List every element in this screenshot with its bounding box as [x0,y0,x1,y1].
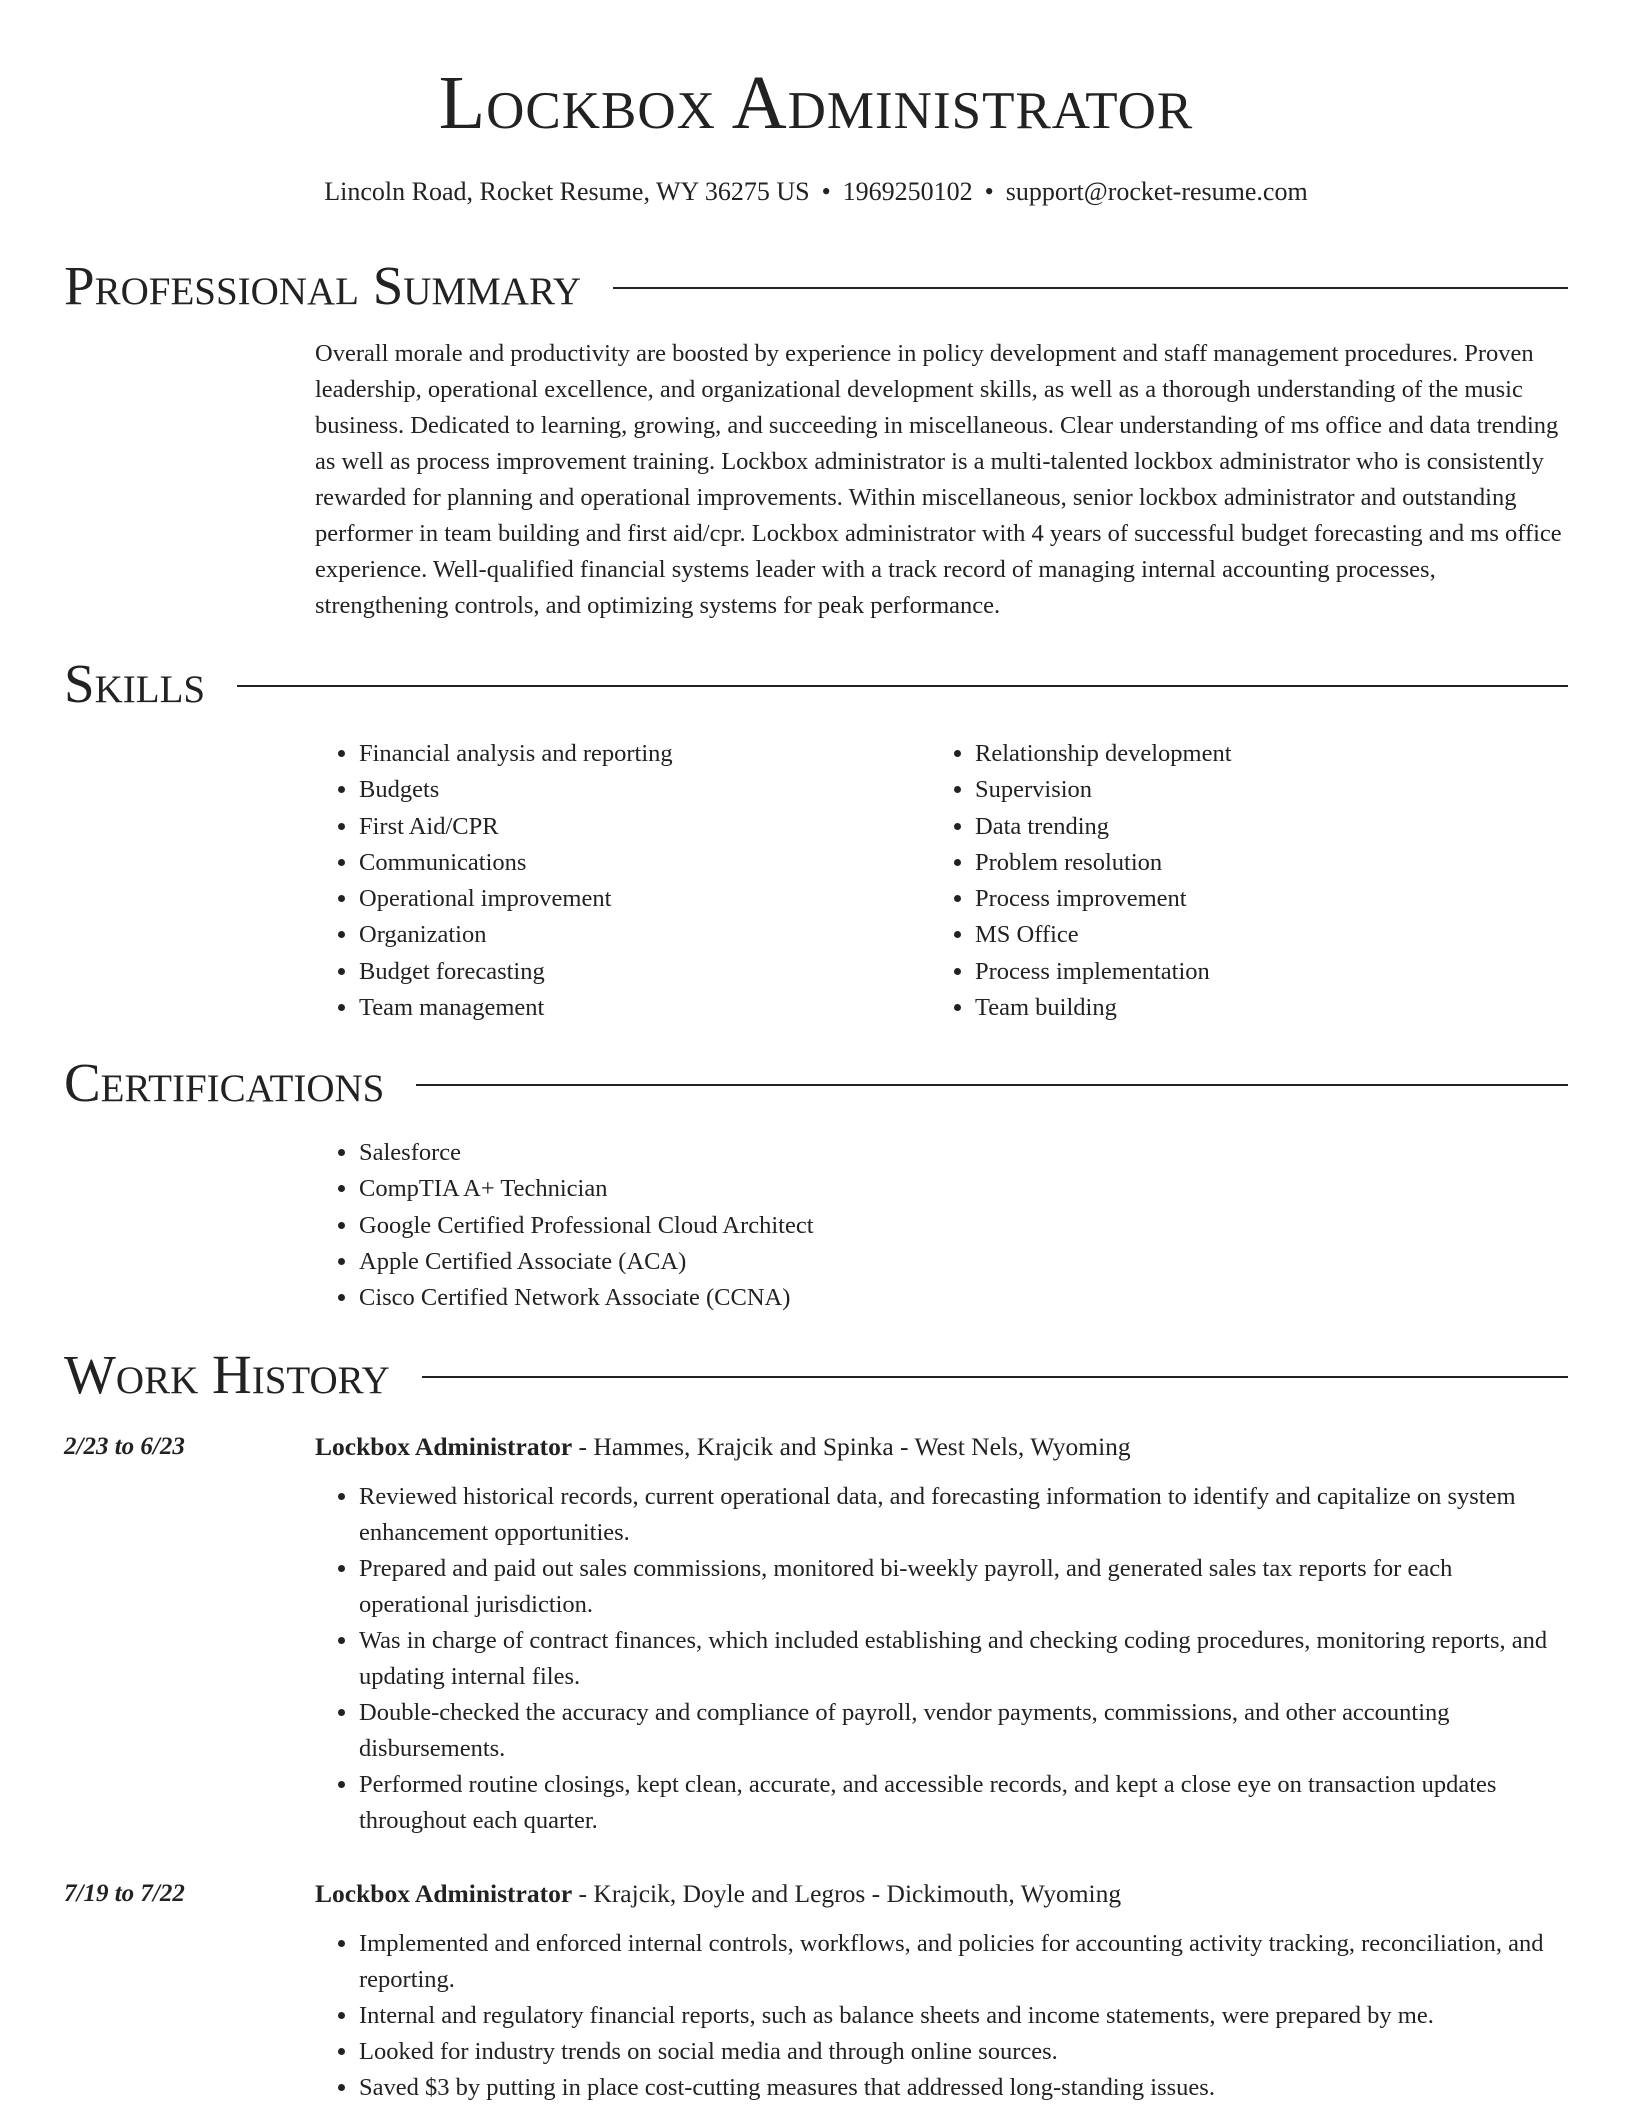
skill-item: • Communications [359,845,915,881]
job-duties [315,1926,1568,2106]
job-dates: 2/23 to 6/23 [64,1433,185,1460]
section-title: Skills [64,653,206,714]
skill-item: • Budgets [359,772,915,808]
skill-item: • Organization [359,917,915,953]
skill-item: • Team management [359,990,915,1026]
email: support@rocket-resume.com [1005,177,1308,206]
skills-column-left [315,736,915,1026]
skill-item: • MS Office [975,917,1531,953]
section-divider [416,1084,1568,1086]
section-title: Certifications [64,1052,385,1113]
certification-item: • Google Certified Professional Cloud Architect [359,1208,814,1244]
job-company-location: - Krajcik, Doyle and Legros - Dickimouth, Wyoming [572,1879,1122,1908]
summary-section-header [64,251,1568,321]
skill-item: • Process improvement [975,881,1531,917]
job-heading [315,1427,1131,1467]
duties-list [315,1926,1568,2106]
skill-item: • Budget forecasting [359,954,915,990]
duty-item: • Double-checked the accuracy and compliance of payroll, vendor payments, commissions, and other accounting disbursements. [359,1695,1568,1767]
job-company-location: - Hammes, Krajcik and Spinka - West Nels, Wyoming [572,1432,1131,1461]
summary-text: Overall morale and productivity are boosted by experience in policy development and staff management procedures. Proven leadership, operational excellence, and organizational development skills, as well as a thorough understanding of the music business. Dedicated to learning, growing, and succeeding in miscellaneous. Clear understanding of ms office and data trending as well as process improvement training. Lockbox administrator is a multi-talented lockbox administrator who is consistently rewarded for planning and operational improvements. Within miscellaneous, senior lockbox administrator and outstanding performer in team building and first aid/cpr. Lockbox administrator with 4 years of successful budget forecasting and ms office experience. Well-qualified financial systems leader with a track record of managing internal accounting processes, strengthening controls, and optimizing systems for peak performance. [315,340,1562,619]
phone: 1969250102 [842,177,973,206]
candidate-name: Lockbox Administrator [438,61,1194,145]
skill-item: • Operational improvement [359,881,915,917]
duty-item: • Looked for industry trends on social media and through online sources. [359,2034,1568,2070]
skills-list [931,736,1531,1026]
skill-item: • Data trending [975,809,1531,845]
contact-line [0,172,1632,212]
duty-item: • Performed routine closings, kept clean, accurate, and accessible records, and kept a close eye on transaction updates throughout each quarter. [359,1767,1568,1839]
address: Lincoln Road, Rocket Resume, WY 36275 US [324,177,810,206]
duty-item: • Internal and regulatory financial reports, such as balance sheets and income statements, were prepared by me. [359,1998,1568,2034]
job-heading [315,1874,1121,1914]
skills-column-right [931,736,1531,1026]
job-role: Lockbox Administrator [315,1879,573,1908]
section-title: Professional Summary [64,255,582,316]
certification-item: • CompTIA A+ Technician [359,1171,814,1207]
skill-item: • Team building [975,990,1531,1026]
duty-item: • Was in charge of contract finances, which included establishing and checking coding procedures, monitoring reports, and updating internal files. [359,1623,1568,1695]
skill-item: • Relationship development [975,736,1531,772]
skill-item: • Process implementation [975,954,1531,990]
job-role: Lockbox Administrator [315,1432,573,1461]
duty-item: • Prepared and paid out sales commissions, monitored bi-weekly payroll, and generated sales tax reports for each operational jurisdiction. [359,1551,1568,1623]
duty-item: • Saved $3 by putting in place cost-cutting measures that addressed long-standing issues. [359,2070,1568,2106]
certification-item: • Cisco Certified Network Associate (CCNA) [359,1280,814,1316]
section-title: Work History [64,1344,390,1405]
duty-item: • Implemented and enforced internal controls, workflows, and policies for accounting activity tracking, reconciliation, and reporting. [359,1926,1568,1998]
skill-item: • Financial analysis and reporting [359,736,915,772]
certification-item: • Salesforce [359,1135,814,1171]
skills-section-header [64,649,1568,719]
section-divider [613,287,1568,289]
duty-item: • Reviewed historical records, current operational data, and forecasting information to identify and capitalize on system enhancement opportunities. [359,1479,1568,1551]
certification-item: • Apple Certified Associate (ACA) [359,1244,814,1280]
duties-list [315,1479,1568,1839]
separator: • [984,177,994,206]
job-dates: 7/19 to 7/22 [64,1880,185,1907]
skills-list [315,736,915,1026]
section-divider [237,685,1568,687]
certifications-section-header [64,1048,1568,1118]
section-divider [422,1376,1568,1378]
skill-item: • First Aid/CPR [359,809,915,845]
skill-item: • Supervision [975,772,1531,808]
separator: • [821,177,831,206]
certifications-list-container [315,1135,814,1316]
certifications-list [315,1135,814,1316]
job-duties [315,1479,1568,1839]
work-history-section-header [64,1340,1568,1410]
skill-item: • Problem resolution [975,845,1531,881]
